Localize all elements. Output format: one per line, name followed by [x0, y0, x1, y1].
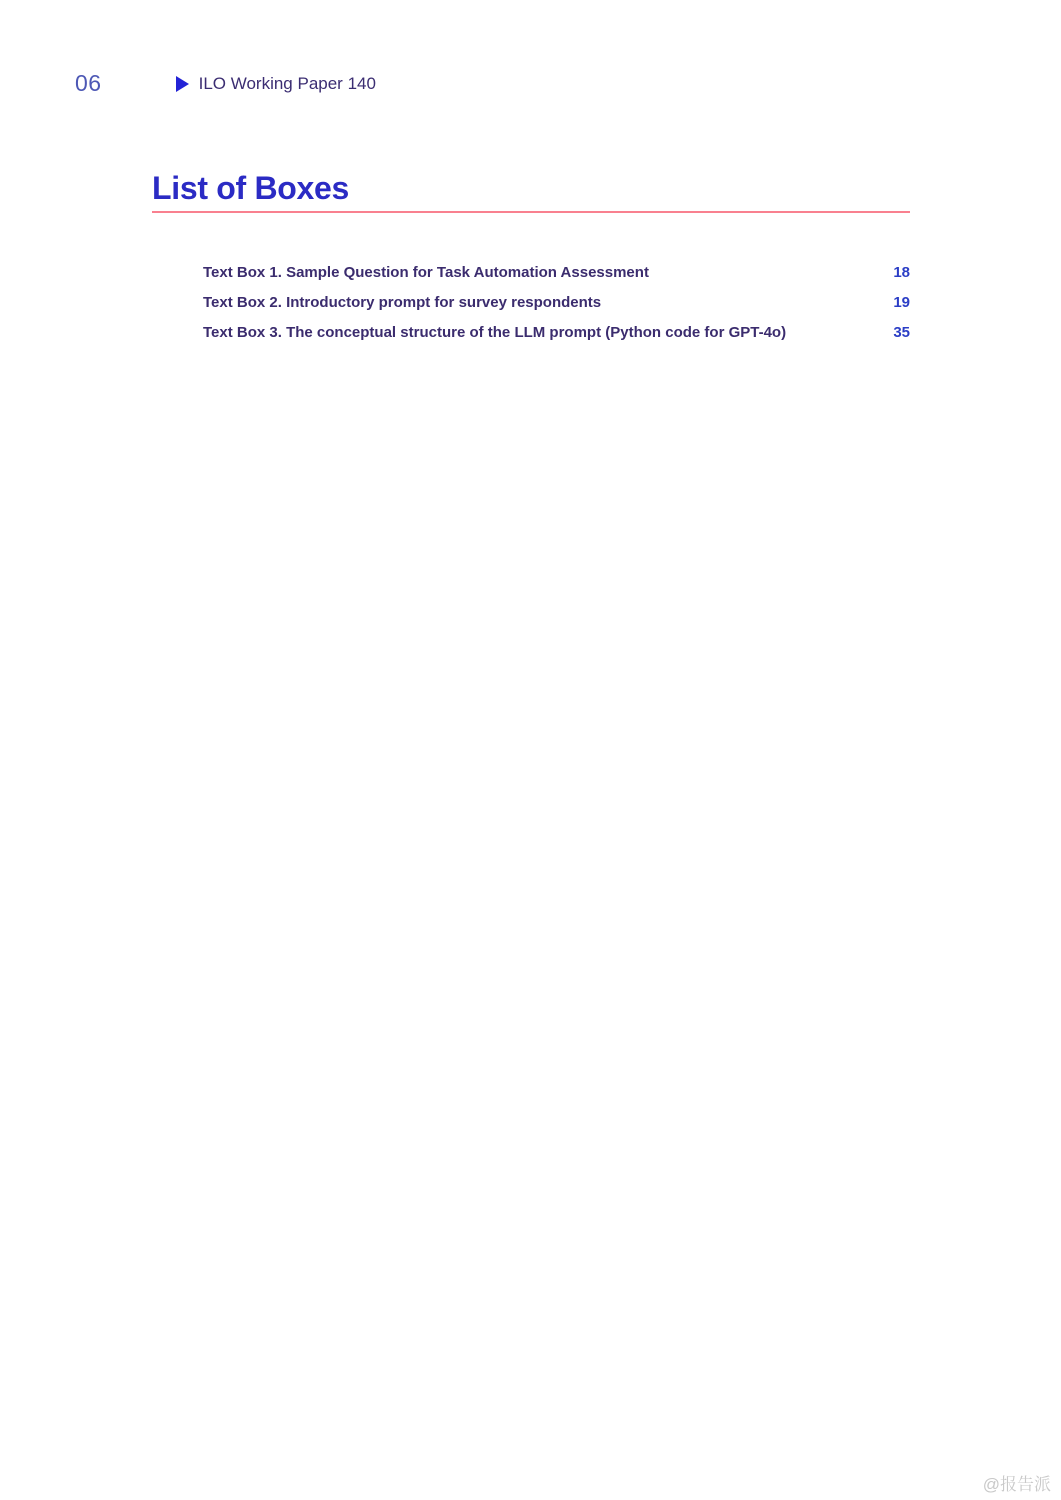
section-rule	[152, 211, 910, 213]
box-list-entry[interactable]	[203, 264, 910, 294]
entry-page-number: 35	[893, 324, 910, 341]
entry-page-number: 18	[893, 264, 910, 281]
entry-label: Text Box 3. The conceptual structure of the LLM prompt (Python code for GPT-4o)	[203, 324, 787, 341]
box-list-entry[interactable]	[203, 324, 910, 354]
folio-page-number: 06	[75, 70, 102, 96]
box-list-entry[interactable]	[203, 294, 910, 324]
entry-label: Text Box 2. Introductory prompt for survey respondents	[203, 294, 602, 311]
box-list	[203, 264, 910, 354]
entry-page-number: 19	[893, 294, 910, 311]
triangle-marker-icon	[176, 76, 189, 92]
entry-label: Text Box 1. Sample Question for Task Automation Assessment	[203, 264, 649, 281]
watermark: @报告派	[982, 1475, 1051, 1494]
running-header-title: ILO Working Paper 140	[198, 73, 376, 93]
section-title: List of Boxes	[152, 170, 350, 206]
running-header	[75, 70, 986, 97]
